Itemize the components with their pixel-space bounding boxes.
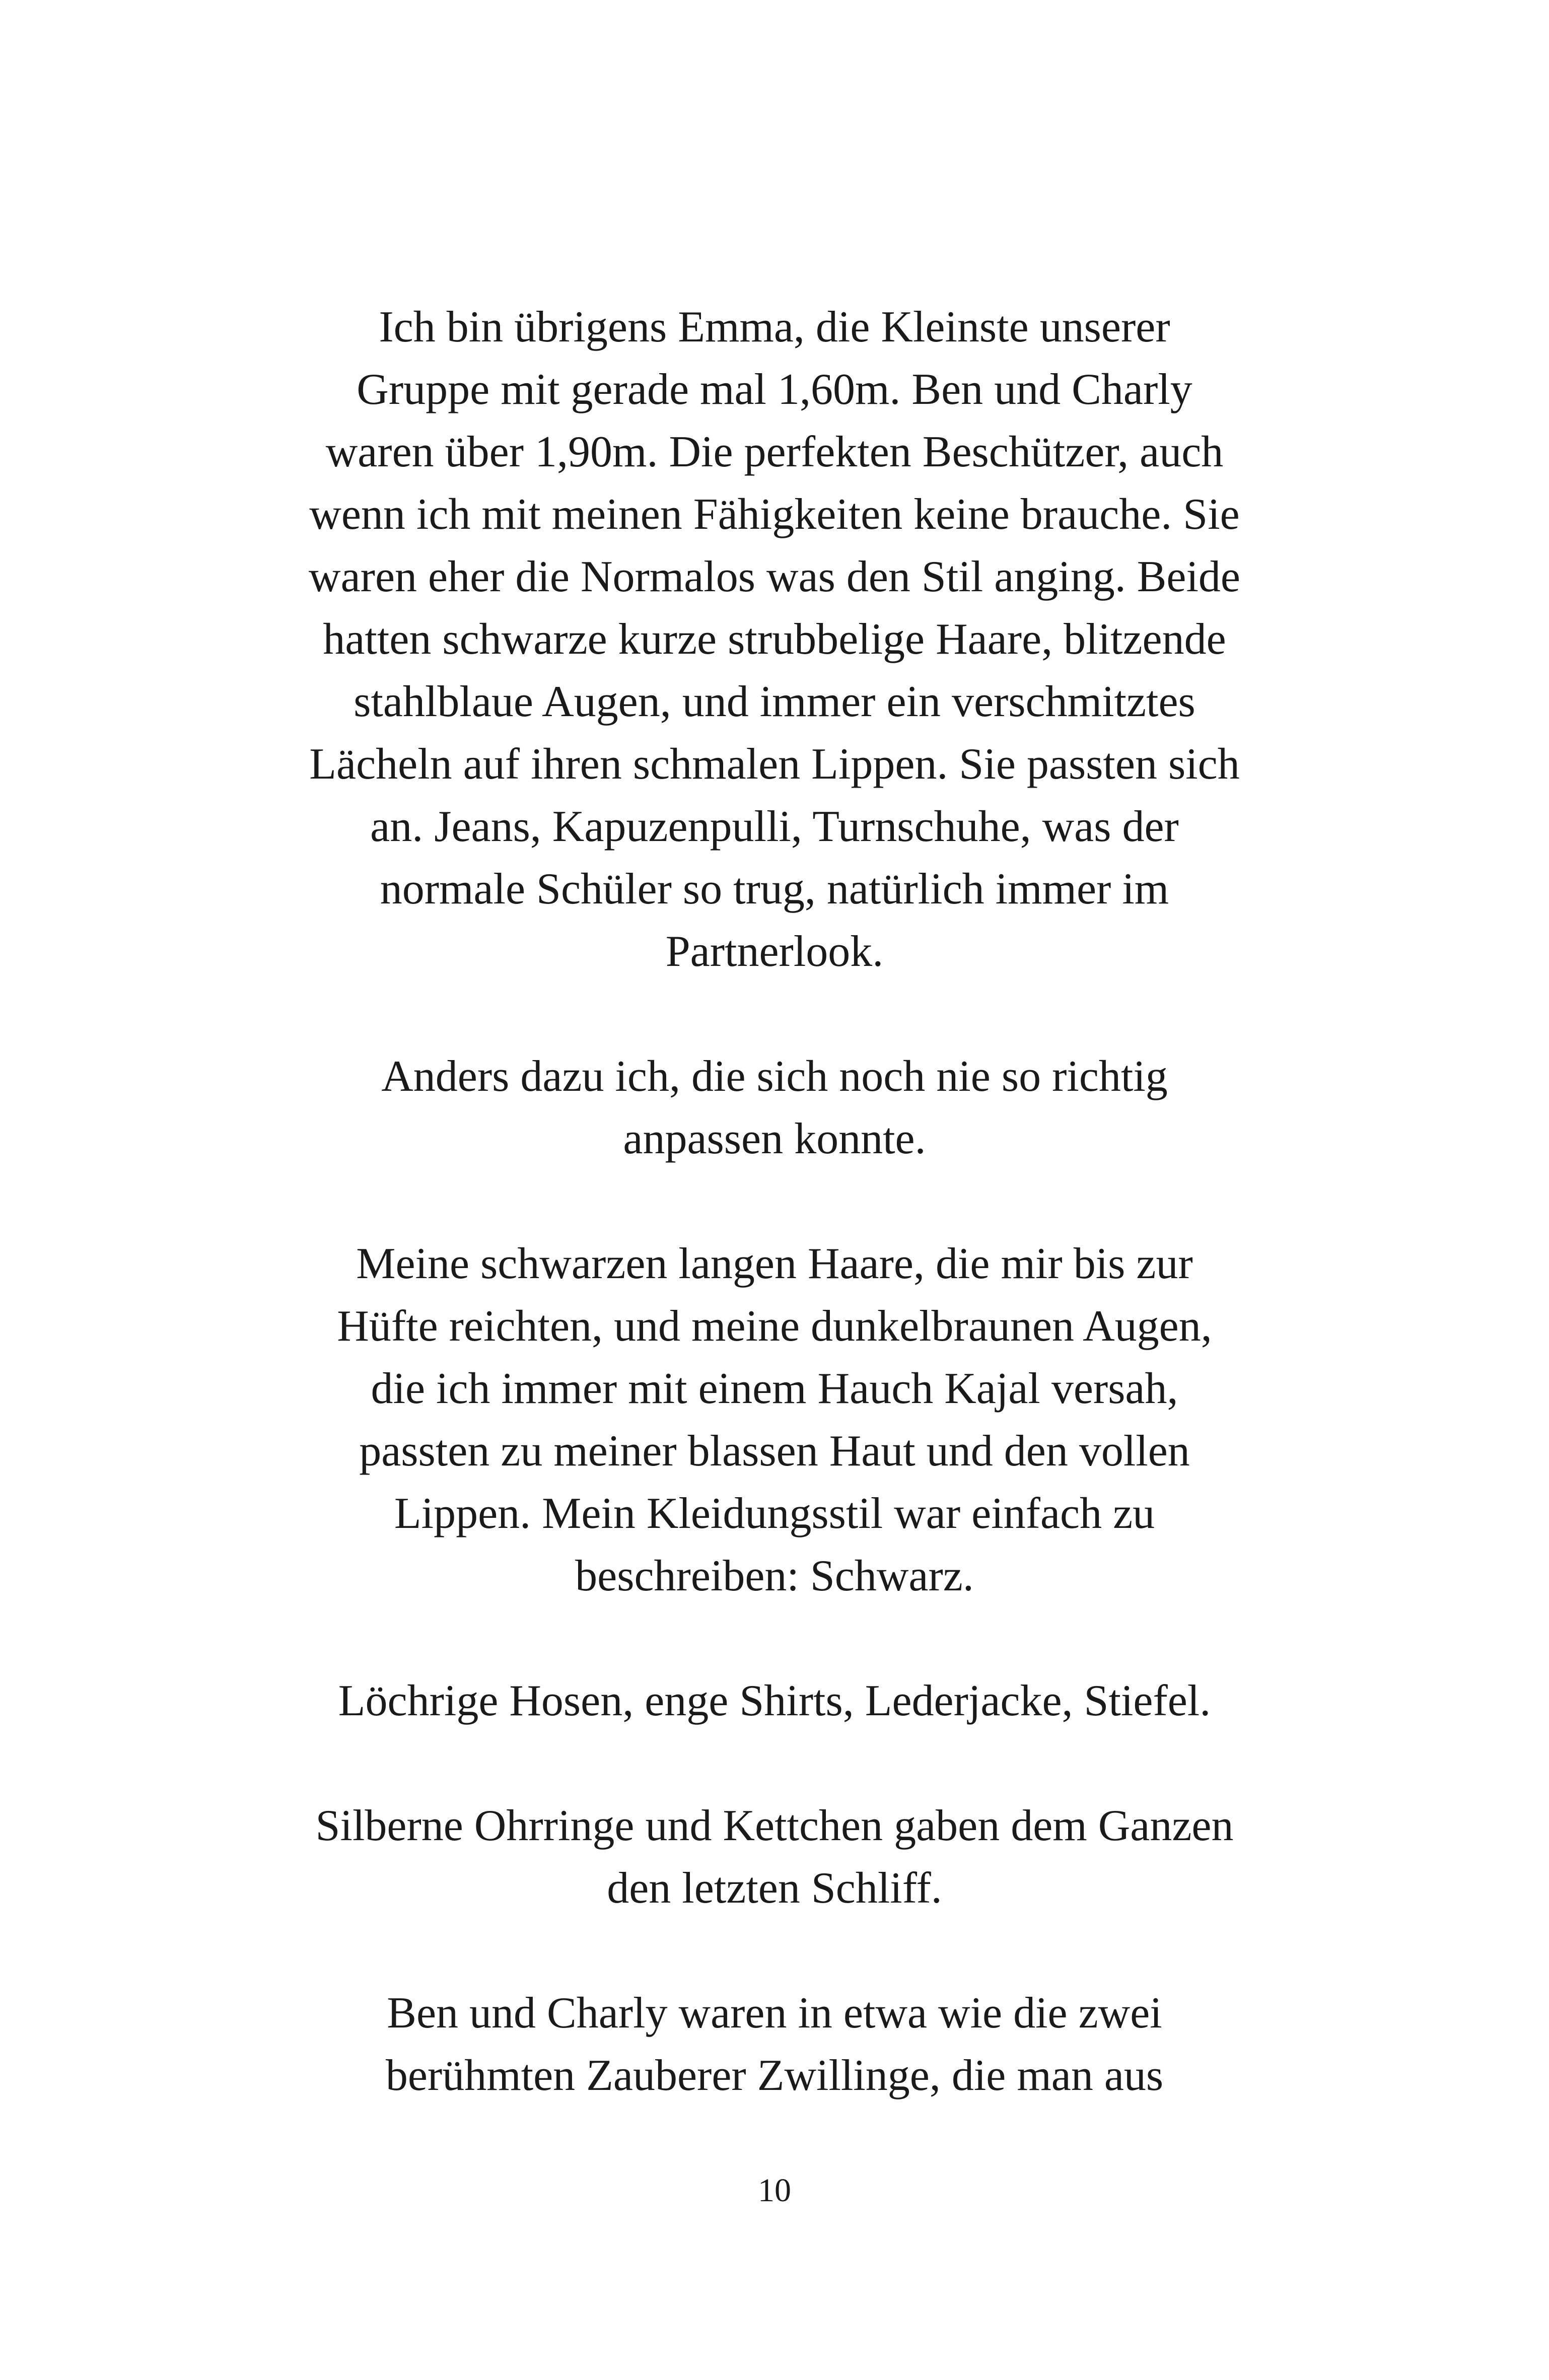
text-line: anpassen konnte. xyxy=(623,1114,926,1163)
text-line: Lippen. Mein Kleidungsstil war einfach zu xyxy=(394,1489,1155,1538)
text-line: Silberne Ohrringe und Kettchen gaben dem Ganzen xyxy=(315,1801,1234,1850)
text-line: Gruppe mit gerade mal 1,60m. Ben und Charly xyxy=(357,365,1192,414)
text-line: Ben und Charly waren in etwa wie die zwei xyxy=(387,1989,1162,2038)
text-line: beschreiben: Schwarz. xyxy=(575,1552,974,1600)
text-line: Partnerlook. xyxy=(665,927,884,976)
text-line: die ich immer mit einem Hauch Kajal versah, xyxy=(371,1364,1178,1413)
text-line: waren über 1,90m. Die perfekten Beschützer, auch xyxy=(325,428,1224,476)
text-line: Ich bin übrigens Emma, die Kleinste unserer xyxy=(379,303,1170,352)
text-line: Löchrige Hosen, enge Shirts, Lederjacke, Stiefel. xyxy=(338,1676,1211,1725)
text-line: hatten schwarze kurze strubbelige Haare, blitzende xyxy=(323,615,1226,664)
paragraph-3 xyxy=(232,1233,1317,1607)
text-line: Meine schwarzen langen Haare, die mir bis zur xyxy=(356,1239,1193,1288)
paragraph-1 xyxy=(232,296,1317,983)
text-line: den letzten Schliff. xyxy=(607,1864,942,1913)
text-line: passten zu meiner blassen Haut und den vollen xyxy=(359,1427,1190,1476)
text-line: Hüfte reichten, und meine dunkelbraunen Augen, xyxy=(337,1302,1212,1351)
paragraph-6 xyxy=(232,1982,1317,2107)
text-line: wenn ich mit meinen Fähigkeiten keine brauche. Sie xyxy=(309,490,1240,539)
page-number: 10 xyxy=(758,2172,791,2209)
text-line: stahlblaue Augen, und immer ein verschmitztes xyxy=(354,677,1195,726)
text-line: berühmten Zauberer Zwillinge, die man aus xyxy=(385,2051,1164,2100)
text-line: Lächeln auf ihren schmalen Lippen. Sie passten sich xyxy=(309,740,1240,789)
text-line: Anders dazu ich, die sich noch nie so richtig xyxy=(381,1052,1168,1101)
text-line: normale Schüler so trug, natürlich immer im xyxy=(380,865,1169,914)
paragraph-2 xyxy=(232,1045,1317,1170)
page-text xyxy=(232,296,1317,2169)
text-line: waren eher die Normalos was den Stil anging. Beide xyxy=(309,552,1240,601)
paragraph-4 xyxy=(232,1670,1317,1732)
text-line: an. Jeans, Kapuzenpulli, Turnschuhe, was der xyxy=(370,802,1179,851)
paragraph-5 xyxy=(232,1795,1317,1920)
